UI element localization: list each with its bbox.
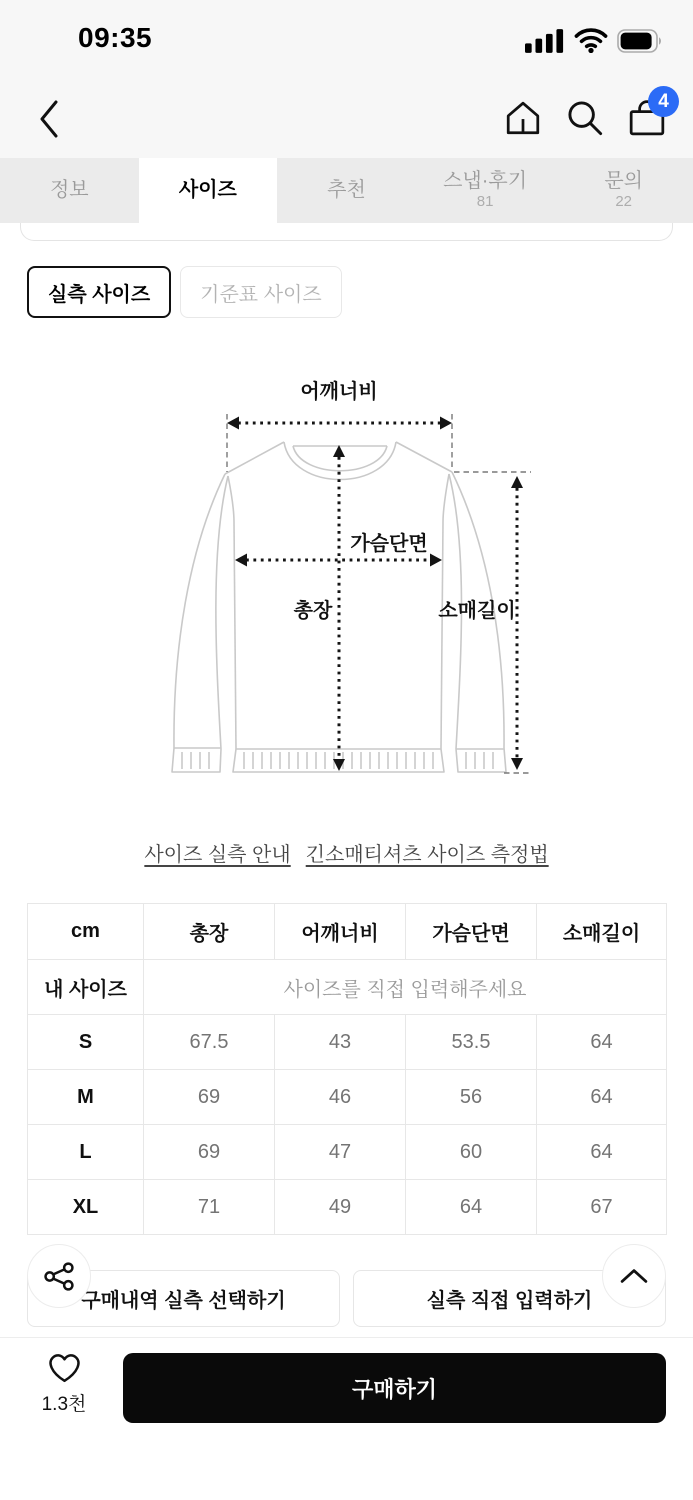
diagram-length-label: 총장 [293, 600, 333, 622]
share-button[interactable] [27, 1244, 91, 1308]
size-mode-toggle [27, 266, 342, 318]
tab-label: 추천 [327, 179, 366, 202]
status-time: 09:35 [78, 22, 153, 53]
cell-length: 67.5 [144, 1015, 275, 1070]
cell-length: 69 [144, 1125, 275, 1180]
purchase-bar [0, 1337, 693, 1500]
nav-bar [0, 90, 693, 150]
cell-sleeve: 64 [537, 1015, 667, 1070]
battery-icon [617, 29, 663, 53]
home-button[interactable] [503, 98, 543, 138]
share-icon [44, 1261, 75, 1292]
cell-shoulder: 47 [275, 1125, 406, 1180]
buy-button[interactable]: 구매하기 [123, 1353, 666, 1423]
tab-label: 문의 [604, 169, 643, 192]
wifi-icon [574, 28, 608, 53]
diagram-shoulder-label: 어깨너비 [300, 381, 378, 403]
diagram-chest-label: 가슴단면 [350, 533, 428, 555]
my-size-input-prompt[interactable]: 사이즈를 직접 입력해주세요 [144, 960, 667, 1015]
cart-button[interactable] [627, 90, 669, 138]
cell-length: 71 [144, 1180, 275, 1235]
size-table-header-row [28, 904, 667, 960]
tab-count: 81 [476, 193, 494, 211]
cell-shoulder: 49 [275, 1180, 406, 1235]
heart-icon [46, 1351, 83, 1385]
search-button[interactable] [565, 98, 605, 138]
tab-info[interactable] [0, 158, 139, 223]
chevron-up-icon [620, 1268, 648, 1284]
size-label: L [28, 1125, 144, 1180]
size-row-m[interactable] [28, 1070, 667, 1125]
search-icon [566, 99, 604, 137]
size-row-xl[interactable] [28, 1180, 667, 1235]
home-icon [504, 100, 542, 136]
item-measure-method-link[interactable]: 긴소매티셔츠 사이즈 측정법 [305, 844, 549, 866]
tab-label: 사이즈 [178, 179, 237, 202]
header [0, 0, 693, 158]
tab-label: 스냅·후기 [443, 169, 528, 192]
size-diagram [0, 360, 693, 830]
tab-bar [0, 158, 693, 223]
scrolled-card-bottom [20, 223, 673, 241]
nav-right-icons [503, 90, 669, 138]
cell-shoulder: 46 [275, 1070, 406, 1125]
tab-count: 22 [615, 193, 633, 211]
standard-size-toggle[interactable]: 기준표 사이즈 [180, 266, 341, 318]
diagram-sleeve-label: 소매길이 [438, 600, 516, 622]
cell-sleeve: 67 [537, 1180, 667, 1235]
size-label: S [28, 1015, 144, 1070]
tab-size[interactable] [139, 158, 278, 223]
direct-input-button[interactable]: 실측 직접 입력하기 [353, 1270, 666, 1327]
scroll-to-top-button[interactable] [602, 1244, 666, 1308]
tab-label: 정보 [49, 179, 89, 202]
col-header-chest: 가슴단면 [406, 904, 537, 960]
cell-chest: 53.5 [406, 1015, 537, 1070]
wishlist-count: 1.3천 [41, 1394, 87, 1415]
back-chevron-icon [37, 98, 61, 140]
size-label: M [28, 1070, 144, 1125]
cell-chest: 64 [406, 1180, 537, 1235]
size-table [27, 903, 667, 1235]
cell-length: 69 [144, 1070, 275, 1125]
measure-actions [27, 1270, 666, 1327]
cell-sleeve: 64 [537, 1125, 667, 1180]
cell-chest: 60 [406, 1125, 537, 1180]
col-header-sleeve: 소매길이 [537, 904, 667, 960]
cellular-signal-icon [525, 28, 565, 53]
cell-sleeve: 64 [537, 1070, 667, 1125]
col-header-shoulder: 어깨너비 [275, 904, 406, 960]
measured-size-toggle[interactable]: 실측 사이즈 [27, 266, 171, 318]
cart-count-badge: 4 [648, 86, 679, 117]
history-measure-button[interactable]: 구매내역 실측 선택하기 [27, 1270, 340, 1327]
wishlist-button[interactable] [27, 1351, 101, 1416]
unit-header-cell: cm [28, 904, 144, 960]
my-size-label-cell: 내 사이즈 [28, 960, 144, 1015]
guide-links [0, 838, 693, 867]
tab-inquiry[interactable] [554, 158, 693, 223]
my-size-row [28, 960, 667, 1015]
col-header-length: 총장 [144, 904, 275, 960]
tab-snap-reviews[interactable] [416, 158, 555, 223]
measure-arrows [227, 417, 523, 772]
status-icons [525, 28, 663, 53]
size-label: XL [28, 1180, 144, 1235]
cell-shoulder: 43 [275, 1015, 406, 1070]
size-row-l[interactable] [28, 1125, 667, 1180]
size-row-s[interactable] [28, 1015, 667, 1070]
cell-chest: 56 [406, 1070, 537, 1125]
tab-recommend[interactable] [277, 158, 416, 223]
size-measure-guide-link[interactable]: 사이즈 실측 안내 [144, 844, 291, 866]
back-button[interactable] [32, 96, 66, 142]
